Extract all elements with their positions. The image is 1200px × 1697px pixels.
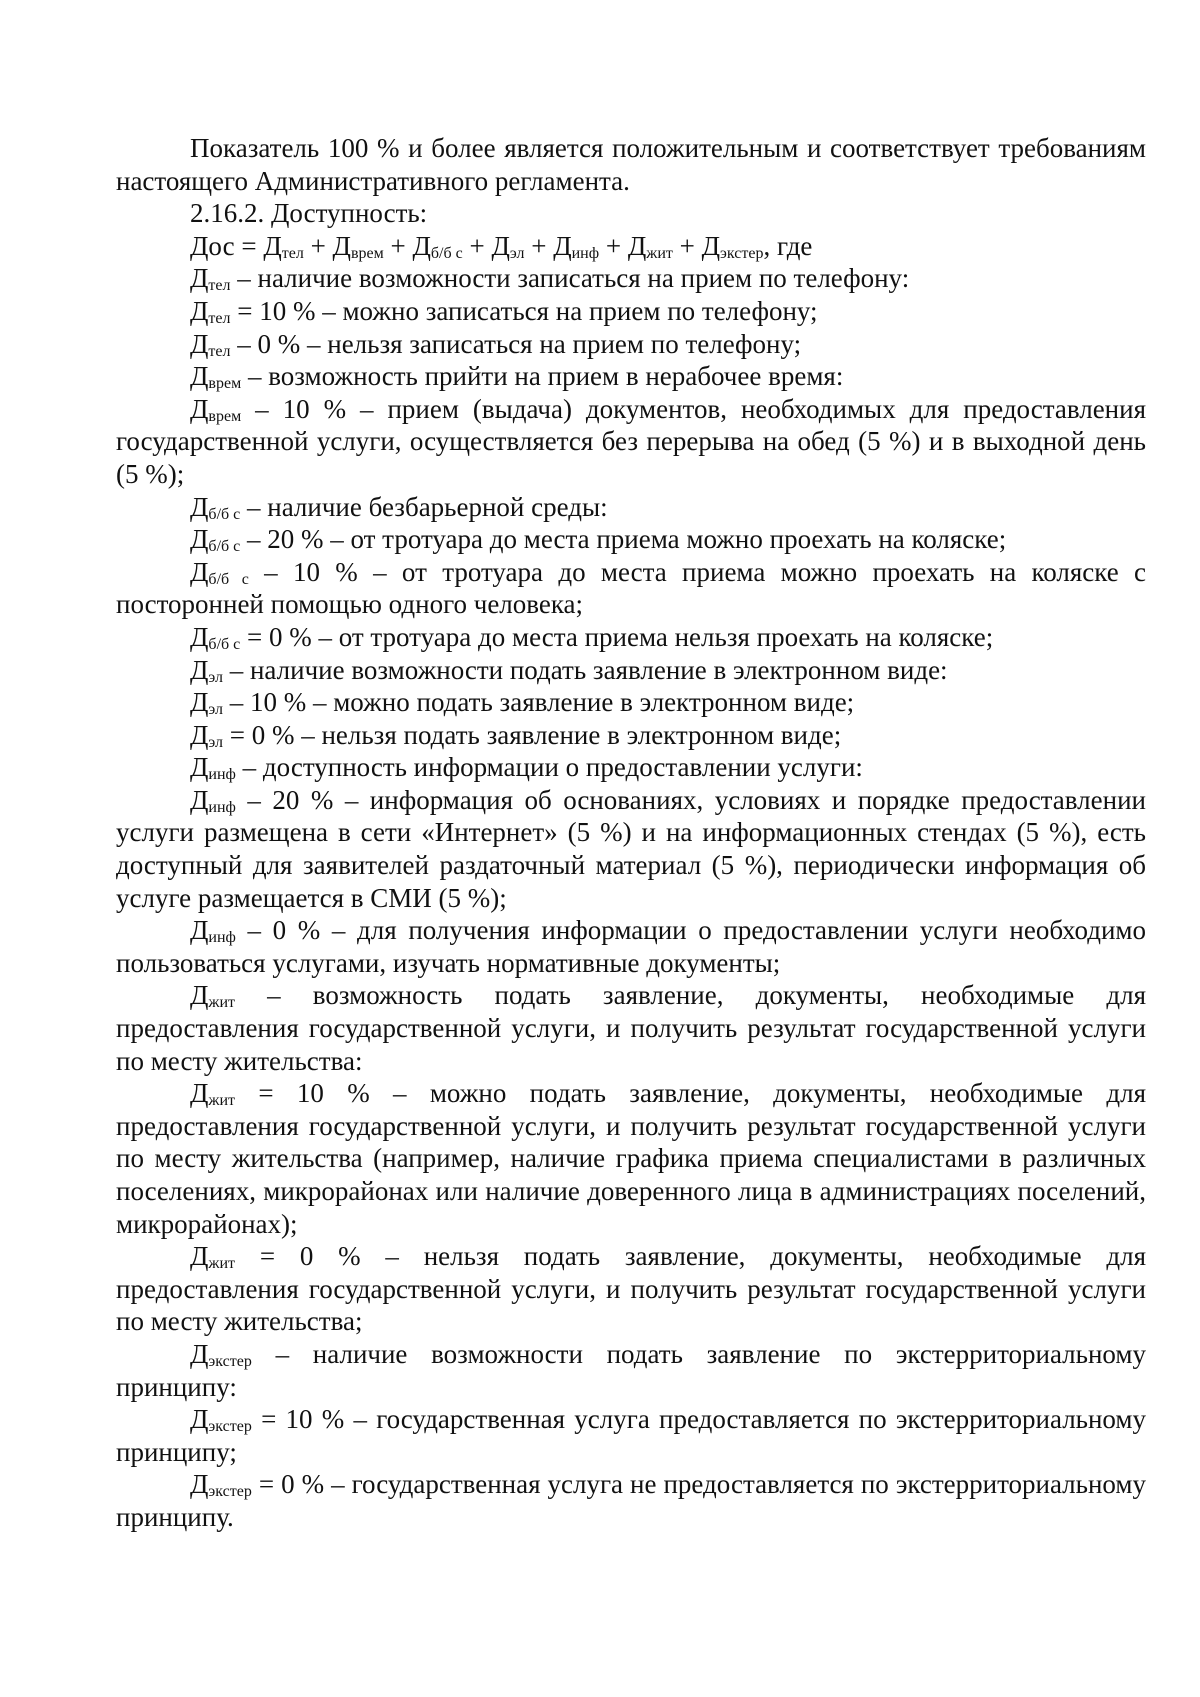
paragraph-p19 — [116, 979, 1146, 1077]
paragraph-p16 — [116, 751, 1146, 784]
indicator-subscript: эл — [509, 244, 525, 262]
text-run: – 10 % – прием (выдача) документов, необходимых для предоставления государственной услуги, осуществляется без перерыва на обед (5 %) и в выходной день (5 %); — [116, 393, 1146, 489]
indicator-subscript: экстер — [208, 1352, 252, 1370]
indicator-symbol — [190, 1241, 235, 1271]
text-run: – 10 % – от тротуара до места приема можно проехать на коляске с посторонней помощью одного человека; — [116, 556, 1147, 620]
text-run: – 10 % – можно подать заявление в электронном виде; — [222, 687, 855, 718]
text-run: – 20 % – от тротуара до места приема можно проехать на коляске; — [240, 524, 1007, 555]
indicator-letter: Д — [190, 1241, 209, 1272]
text-run: – наличие возможности подать заявление в электронном виде: — [222, 654, 948, 685]
indicator-subscript: б/б с — [208, 635, 241, 653]
indicator-symbol — [190, 687, 223, 717]
indicator-subscript: жит — [646, 244, 673, 262]
text-run: = 0 % – от тротуара до места приема нельзя проехать на коляске; — [240, 621, 994, 652]
indicator-symbol — [190, 557, 249, 587]
indicator-letter: Д — [190, 556, 209, 587]
paragraph-p12 — [116, 621, 1146, 654]
text-run: = 0 % – нельзя подать заявление в электронном виде; — [222, 719, 842, 750]
paragraph-p11 — [116, 556, 1146, 621]
indicator-letter: Д — [627, 230, 647, 261]
indicator-letter: Д — [190, 687, 209, 718]
indicator-subscript: экстер — [208, 1418, 252, 1436]
text-run: Показатель 100 % и более является положительным и соответствует требованиям настоящего Административного регламента. — [116, 133, 1146, 196]
paragraph-p7 — [116, 360, 1146, 393]
indicator-subscript: б/б с — [430, 244, 463, 262]
indicator-subscript: врем — [208, 407, 242, 425]
text-run: + — [524, 230, 554, 261]
indicator-subscript: б/б с — [208, 570, 249, 588]
text-run: = 10 % – можно подать заявление, документы, необходимые для предоставления государственной услуги, и получить результат государственной услуги по месту жительства (например, наличие графика приема специалистами в различных поселениях, микрорайонах или наличие доверенного лица в администрациях поселений, микрорайонах); — [116, 1078, 1146, 1239]
indicator-symbol — [263, 231, 304, 261]
text-run: , где — [763, 230, 813, 261]
indicator-subscript: эл — [208, 668, 223, 686]
text-run: – 0 % – нельзя записаться на прием по телефону; — [230, 328, 802, 359]
text-run: = 10 % – можно записаться на прием по телефону; — [230, 295, 818, 326]
paragraph-p21 — [116, 1240, 1146, 1338]
indicator-subscript: тел — [208, 309, 231, 327]
paragraph-p22 — [116, 1338, 1146, 1403]
indicator-letter: Д — [190, 621, 209, 652]
indicator-symbol — [190, 524, 240, 554]
indicator-symbol — [190, 752, 236, 782]
indicator-letter: Д — [190, 719, 209, 750]
indicator-subscript: инф — [208, 798, 236, 816]
paragraph-p3 — [116, 230, 1146, 263]
indicator-letter: Д — [190, 295, 209, 326]
indicator-subscript: инф — [208, 766, 236, 784]
paragraph-p4 — [116, 262, 1146, 295]
indicator-symbol — [333, 231, 384, 261]
paragraph-p5 — [116, 295, 1146, 328]
indicator-subscript: эл — [208, 701, 223, 719]
indicator-letter: Д — [190, 524, 209, 555]
indicator-symbol — [190, 1078, 235, 1108]
indicator-symbol — [190, 980, 235, 1010]
indicator-letter: Д — [491, 230, 510, 261]
indicator-symbol — [190, 1404, 252, 1434]
indicator-symbol — [628, 231, 673, 261]
indicator-subscript: б/б с — [208, 538, 241, 556]
indicator-symbol — [190, 492, 240, 522]
text-run: – доступность информации о предоставлении услуги: — [235, 752, 863, 783]
paragraph-p2 — [116, 197, 1146, 230]
indicator-subscript: экстер — [720, 244, 764, 262]
paragraph-p8 — [116, 393, 1146, 491]
indicator-letter: Д — [190, 1404, 209, 1435]
indicator-letter: Д — [190, 263, 209, 294]
indicator-letter: Д — [190, 784, 209, 815]
indicator-symbol — [553, 231, 599, 261]
indicator-symbol — [702, 231, 764, 261]
indicator-letter: Д — [412, 230, 431, 261]
indicator-letter: Д — [332, 230, 351, 261]
text-run: – 20 % – информация об основаниях, условиях и порядке предоставлении услуги размещена в сети «Интернет» (5 %) и на информационных стендах (5 %), есть доступный для заявителей раздаточный материал (5 %), периодически информация об услуге размещается в СМИ (5 %); — [116, 784, 1146, 913]
indicator-subscript: жит — [208, 1255, 236, 1273]
text-run: – наличие возможности подать заявление по экстерриториальному принципу: — [116, 1338, 1146, 1402]
indicator-subscript: эл — [208, 733, 223, 751]
indicator-subscript: тел — [281, 244, 304, 262]
paragraph-p9 — [116, 491, 1146, 524]
indicator-letter: Д — [190, 393, 209, 424]
paragraph-p1 — [116, 132, 1146, 197]
indicator-subscript: тел — [208, 277, 231, 295]
text-run: = 10 % – государственная услуга предоставляется по экстерриториальному принципу; — [116, 1404, 1146, 1467]
indicator-subscript: врем — [208, 375, 242, 393]
indicator-symbol — [190, 361, 241, 391]
indicator-symbol — [190, 296, 231, 326]
paragraph-p15 — [116, 719, 1146, 752]
indicator-letter: Д — [701, 230, 721, 261]
indicator-symbol — [190, 263, 231, 293]
indicator-symbol — [190, 394, 241, 424]
paragraph-p13 — [116, 654, 1146, 687]
indicator-symbol — [190, 1339, 252, 1369]
indicator-symbol — [190, 655, 223, 685]
indicator-letter: Д — [190, 752, 209, 783]
indicator-letter: Д — [190, 980, 209, 1011]
paragraph-p23 — [116, 1403, 1146, 1468]
indicator-symbol — [190, 720, 223, 750]
indicator-subscript: жит — [208, 994, 236, 1012]
indicator-letter: Д — [190, 654, 209, 685]
indicator-subscript: инф — [571, 244, 600, 262]
indicator-symbol — [412, 231, 462, 261]
text-run: 2.16.2. Доступность: — [190, 198, 428, 229]
indicator-letter: Д — [263, 230, 282, 261]
indicator-letter: Д — [553, 230, 572, 261]
text-run: – наличие безбарьерной среды: — [240, 491, 608, 522]
indicator-symbol — [190, 1469, 252, 1499]
text-run: – возможность прийти на прием в нерабочее время: — [241, 361, 844, 392]
text-run: + — [599, 230, 628, 261]
indicator-subscript: инф — [208, 929, 236, 947]
paragraph-p17 — [116, 784, 1146, 914]
indicator-symbol — [190, 329, 231, 359]
text-run: = 0 % – государственная услуга не предоставляется по экстерриториальному принципу. — [116, 1469, 1146, 1532]
indicator-letter: Д — [190, 361, 209, 392]
indicator-symbol — [190, 622, 240, 652]
indicator-subscript: жит — [208, 1092, 236, 1110]
indicator-subscript: б/б с — [208, 505, 241, 523]
text-run: – наличие возможности записаться на прием по телефону: — [230, 263, 910, 294]
indicator-symbol — [190, 915, 236, 945]
text-run: + — [383, 230, 413, 261]
indicator-letter: Д — [190, 1078, 209, 1109]
paragraph-p20 — [116, 1077, 1146, 1240]
indicator-letter: Д — [190, 491, 209, 522]
paragraph-p14 — [116, 686, 1146, 719]
document-body — [116, 132, 1146, 1534]
text-run: – возможность подать заявление, документы, необходимые для предоставления государственной услуги, и получить результат государственной услуги по месту жительства: — [116, 980, 1146, 1076]
indicator-subscript: врем — [350, 244, 384, 262]
indicator-symbol — [190, 785, 236, 815]
paragraph-p10 — [116, 523, 1146, 556]
text-run: = 0 % – нельзя подать заявление, документы, необходимые для предоставления государственной услуги, и получить результат государственной услуги по месту жительства; — [116, 1241, 1146, 1337]
indicator-letter: Д — [190, 328, 209, 359]
indicator-letter: Д — [190, 1338, 209, 1369]
text-run: + — [462, 230, 492, 261]
paragraph-p6 — [116, 328, 1146, 361]
indicator-subscript: экстер — [208, 1483, 252, 1501]
indicator-subscript: тел — [208, 342, 231, 360]
text-run: + — [303, 230, 333, 261]
indicator-letter: Д — [190, 915, 209, 946]
indicator-symbol — [491, 231, 524, 261]
paragraph-p18 — [116, 914, 1146, 979]
text-run: + — [672, 230, 702, 261]
text-run: – 0 % – для получения информации о предоставлении услуги необходимо пользоваться услугами, изучать нормативные документы; — [116, 915, 1146, 978]
text-run: Дос = — [190, 230, 264, 261]
indicator-letter: Д — [190, 1469, 209, 1500]
paragraph-p24 — [116, 1468, 1146, 1533]
